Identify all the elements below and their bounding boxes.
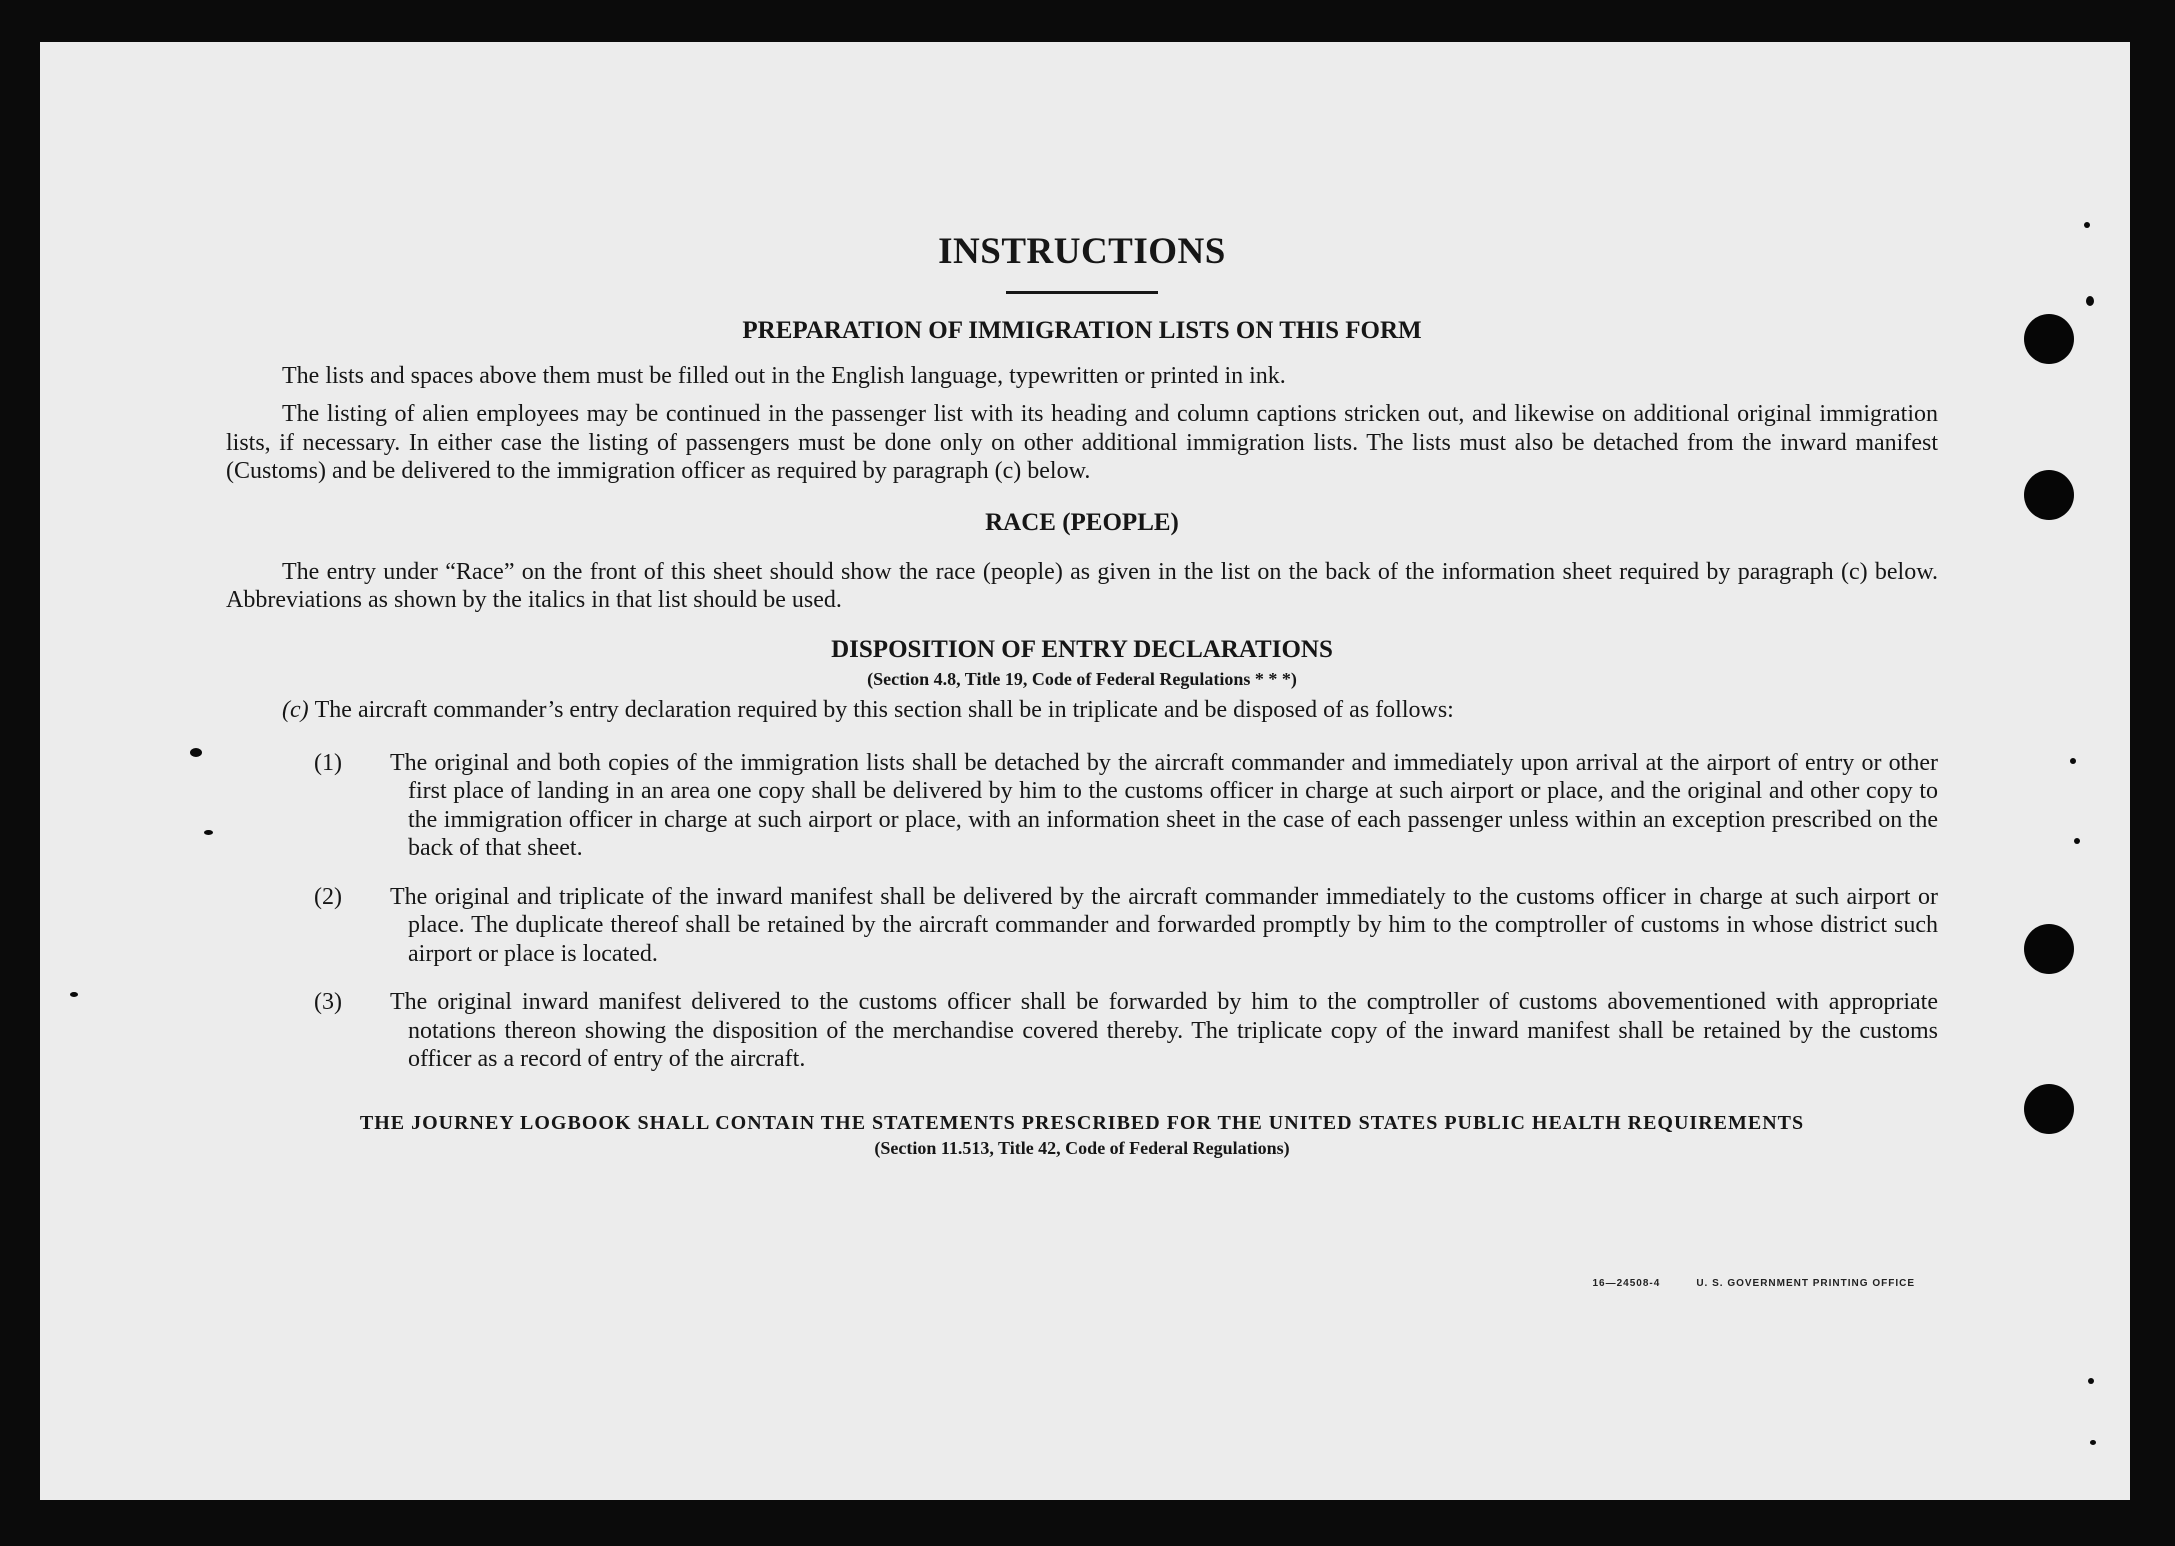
disposition-item-1 <box>226 749 1938 863</box>
page-title: INSTRUCTIONS <box>938 231 1226 272</box>
item-text: The original and both copies of the immigration lists shall be detached by the aircraft commander and immediately upon arrival at the airport of entry or other first place of landing in an area one copy shall be delivered by him to the customs officer in charge at such airport or place, and the original and other copy to the immigration officer in charge at such airport or place, with an information sheet in the case of each passenger unless within an exception prescribed on the back of that sheet. <box>390 749 1938 862</box>
ink-speck <box>190 748 202 757</box>
health-requirements-statement: THE JOURNEY LOGBOOK SHALL CONTAIN THE STATEMENTS PRESCRIBED FOR THE UNITED STATES PUBLIC HEALTH REQUIREMENTS <box>359 1111 1805 1134</box>
ink-speck <box>2088 1378 2094 1384</box>
disposition-intro <box>226 696 1938 725</box>
section-heading-race: RACE (PEOPLE) <box>985 508 1179 536</box>
ink-speck <box>2086 296 2094 306</box>
punch-hole <box>2024 1084 2074 1134</box>
ink-speck <box>2090 1440 2096 1445</box>
punch-hole <box>2024 470 2074 520</box>
printer-imprint <box>1592 1278 1915 1289</box>
health-requirements-citation: (Section 11.513, Title 42, Code of Federal Regulations) <box>874 1137 1290 1158</box>
ink-speck <box>70 992 78 997</box>
ink-speck <box>2074 838 2080 844</box>
section-heading-immigration-lists: PREPARATION OF IMMIGRATION LISTS ON THIS FORM <box>742 316 1422 344</box>
disposition-item-3 <box>226 988 1938 1074</box>
ink-speck <box>2084 222 2090 228</box>
item-text: The original inward manifest delivered to the customs officer shall be forwarded by him to the comptroller of customs abovementioned with appropriate notations thereon showing the disposition of the merchandise covered thereby. The triplicate copy of the inward manifest shall be retained by the customs officer as a record of entry of the aircraft. <box>390 989 1938 1073</box>
ink-speck <box>2070 758 2076 764</box>
printer-name: U. S. GOVERNMENT PRINTING OFFICE <box>1696 1278 1915 1289</box>
instructions-content <box>226 232 1938 1159</box>
punch-hole <box>2024 314 2074 364</box>
ink-speck <box>204 830 213 835</box>
race-paragraph: The entry under “Race” on the front of this sheet should show the race (people) as given in the list on the back of the information sheet required by paragraph (c) below. Abbreviations as shown by the italics in that list should be used. <box>226 558 1938 614</box>
item-number: (1) <box>314 749 342 776</box>
document-sheet <box>40 42 2130 1500</box>
intro-text: The aircraft commander’s entry declaration required by this section shall be in triplicate and be disposed of as follows: <box>314 697 1454 724</box>
immigration-paragraph-1: The lists and spaces above them must be filled out in the English language, typewritten or printed in ink. <box>282 362 1286 389</box>
intro-label: (c) <box>282 697 309 724</box>
title-rule <box>1006 291 1158 294</box>
section-heading-disposition: DISPOSITION OF ENTRY DECLARATIONS <box>831 635 1333 663</box>
immigration-paragraph-2: The listing of alien employees may be continued in the passenger list with its heading and column captions stricken out, and likewise on additional original immigration lists, if necessary. In either case the listing of passengers must be done only on other additional immigration lists. The lists must also be detached from the inward manifest (Customs) and be delivered to the immigration officer as required by paragraph (c) below. <box>226 401 1938 485</box>
item-number: (3) <box>314 989 342 1016</box>
punch-hole <box>2024 924 2074 974</box>
item-number: (2) <box>314 883 342 910</box>
item-text: The original and triplicate of the inward manifest shall be delivered by the aircraft commander immediately to the customs officer in charge at such airport or place. The duplicate thereof shall be retained by the aircraft commander and forwarded promptly by him to the comptroller of customs in whose district such airport or place is located. <box>390 883 1938 967</box>
form-number: 16—24508-4 <box>1592 1278 1661 1289</box>
disposition-citation: (Section 4.8, Title 19, Code of Federal Regulations * * *) <box>867 668 1297 689</box>
disposition-item-2 <box>226 883 1938 969</box>
